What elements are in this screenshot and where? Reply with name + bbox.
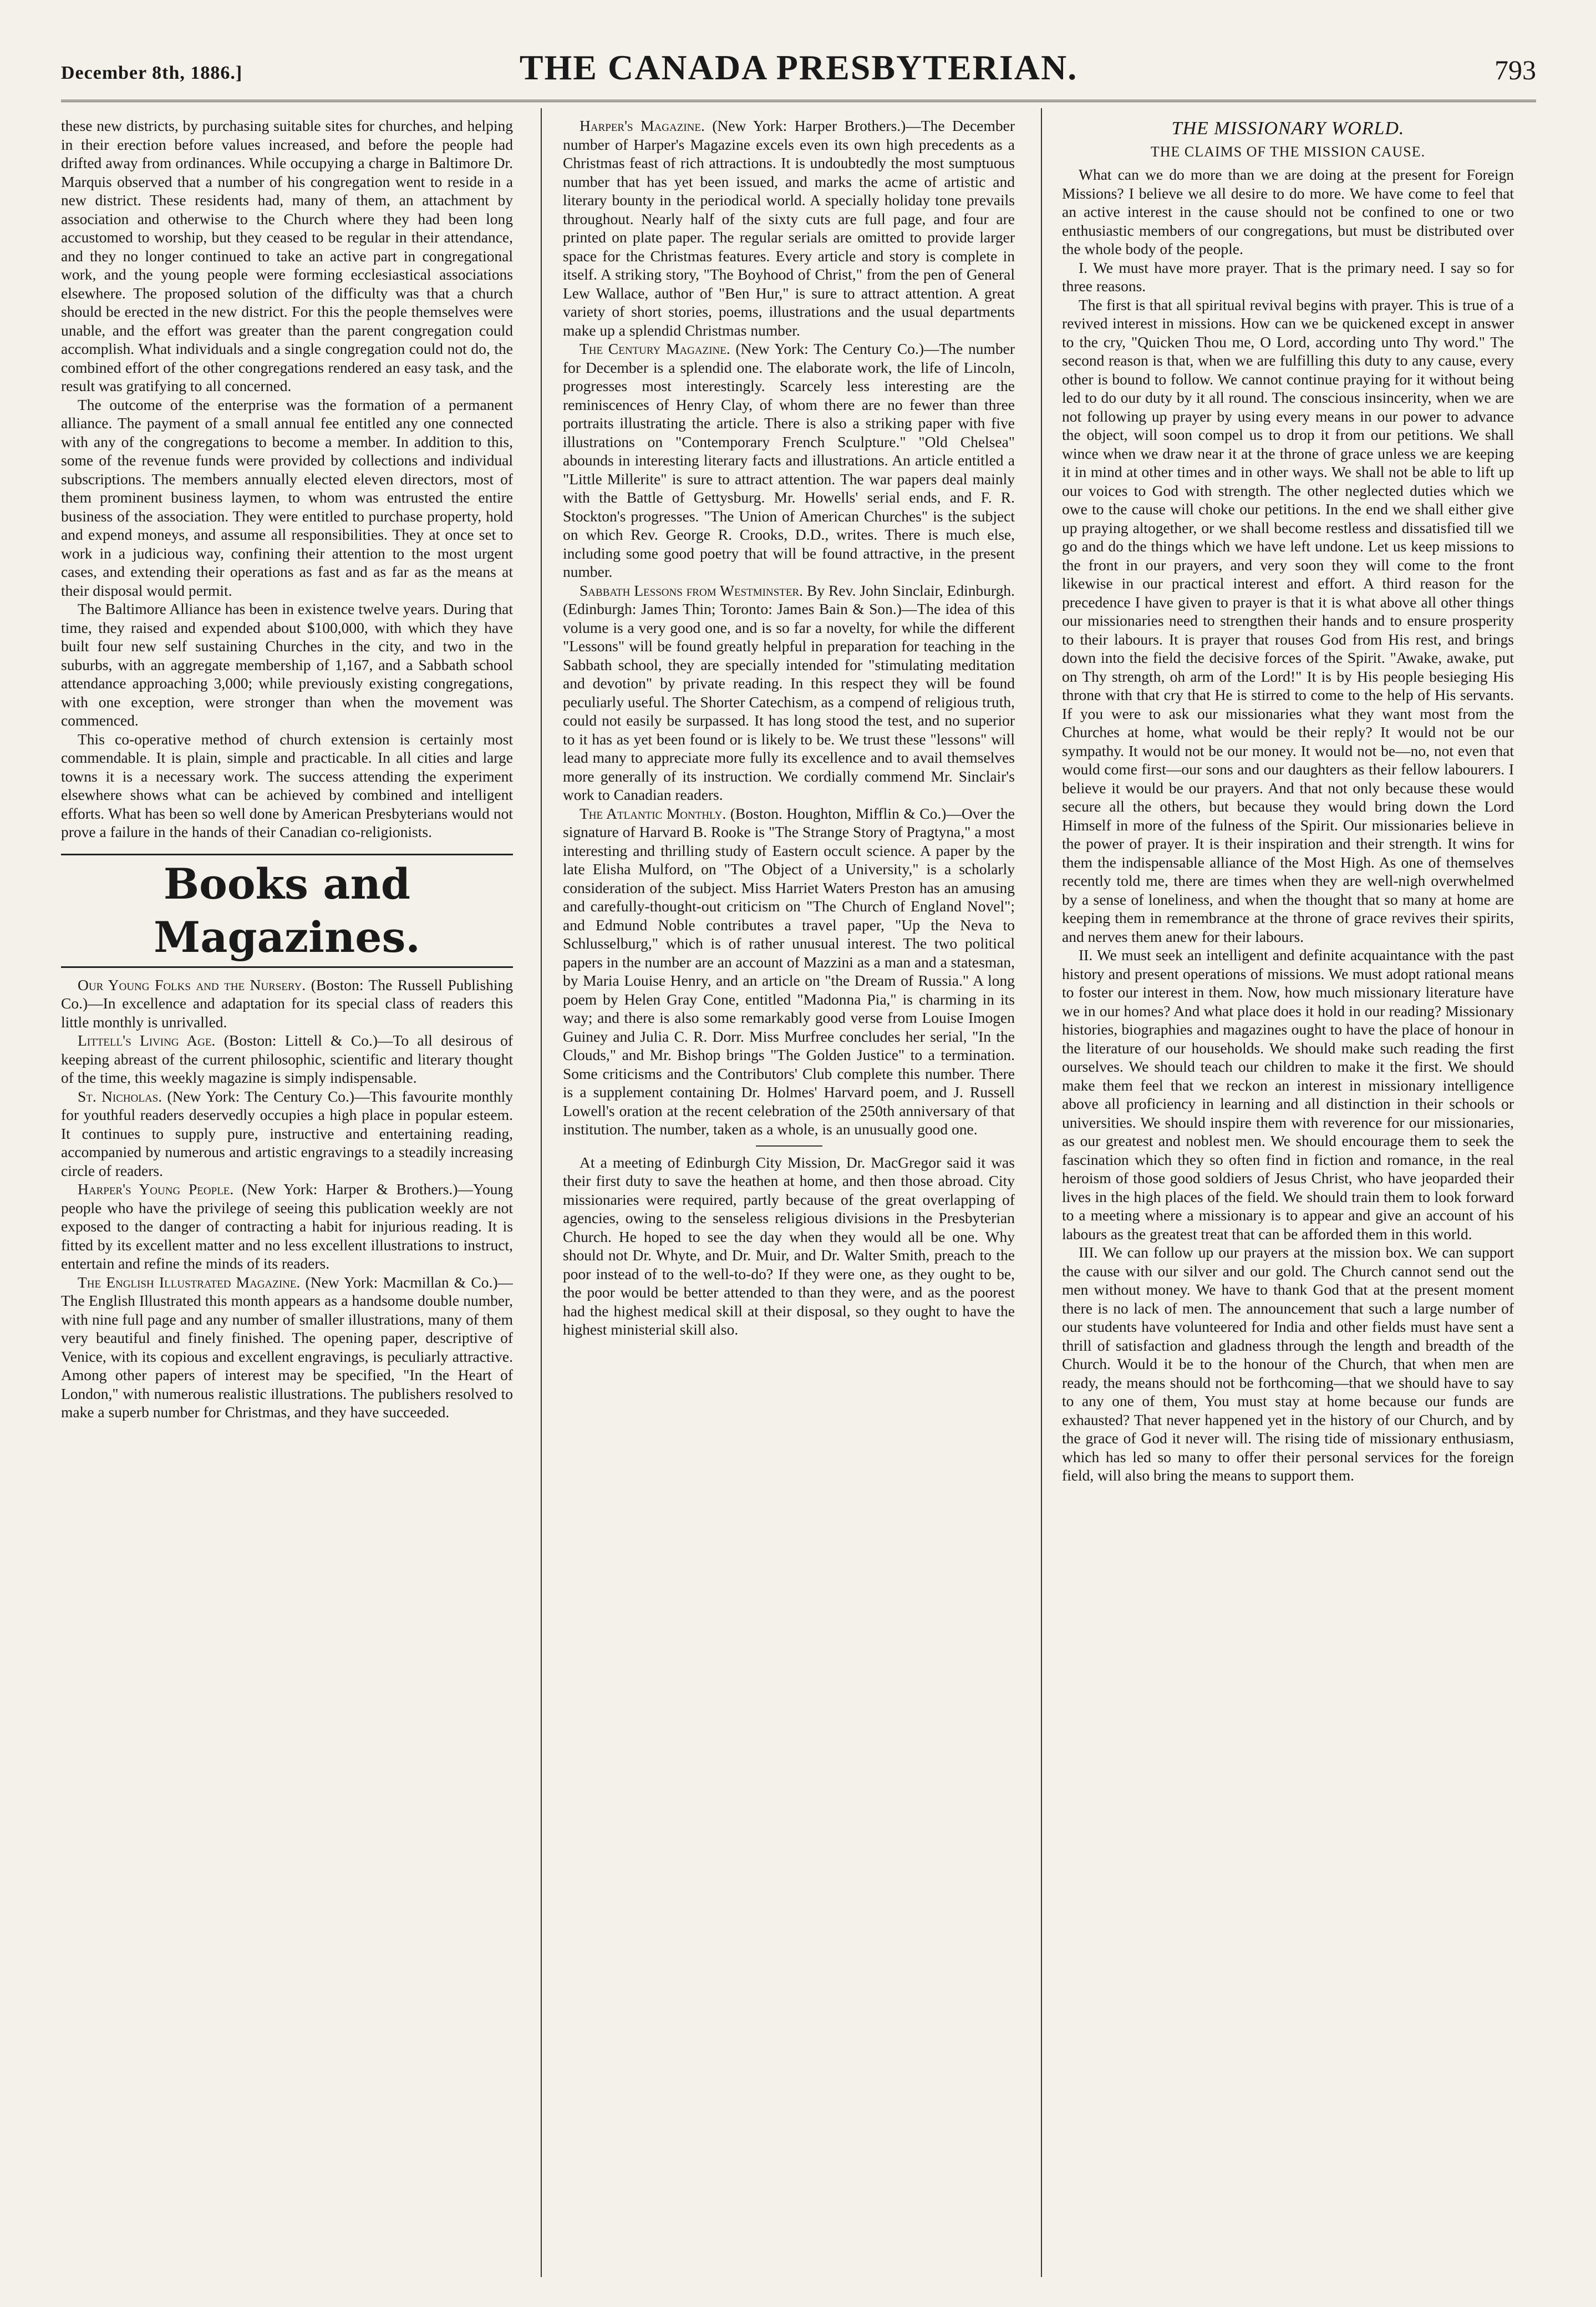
header-rule: [61, 100, 1536, 102]
column-left: [61, 116, 513, 2280]
article-paragraph: these new districts, by purchasing suitable sites for churches, and helping in their erection before values increased, and before the people had drifted away from ordinances. While occupying a charge in Baltimore Dr. Marquis observed that a number of his congregation went to reside in a new district. These residents had, many of them, an attachment by association and otherwise to the Church where they had been long accustomed to worship, but they ceased to be regular in their attendance, and they no longer continued to take an active part in congregational work, and the young people were forming ecclesiastical associations elsewhere. The proposed solution of the difficulty was that a church should be erected in the new district. For this the people themselves were unable, and the effort was greater than the parent congregation could accomplish. What individuals and a single congregation could not do, the combined effort of the other congregations rendered an easy task, and the result was gratifying to all concerned.: [61, 117, 513, 394]
review-entry: [61, 1273, 513, 1422]
article-paragraph: What can we do more than we are doing at the present for Foreign Missions? I believe we all desire to do more. We have come to feel that an active interest in the cause should not be confined to one or two enthusiastic members of our congregations, but must be distributed over the whole body of the people.: [1062, 166, 1514, 257]
masthead-title: THE CANADA PRESBYTERIAN.: [519, 48, 1078, 87]
review-entry: [563, 116, 1015, 339]
section-heading: Books and Magazines.: [61, 854, 513, 968]
column-right: [1062, 116, 1514, 2280]
article-paragraph: The Baltimore Alliance has been in existence twelve years. During that time, they raised and expended about $100,000, with which they have built four new self sustaining Churches in the city, and two in the suburbs, with an aggregate membership of 1,167, and a Sabbath school attendance approaching 3,000; while previously existing congregations, with one exception, were stronger than when the movement was commenced.: [61, 600, 513, 729]
review-body: (Boston: The Russell Publishing Co.)—In excellence and adaptation for its special class of readers this little monthly is unrivalled.: [61, 976, 513, 1031]
separator-rule: [756, 1145, 822, 1147]
article-paragraph: III. We can follow up our prayers at the mission box. We can support the cause with our silver and our gold. The Church cannot send out the men without money. We have to thank God that at the present moment there is no lack of men. The announcement that such a large number of our students have volunteered for India and other fields must have sent a thrill of satisfaction and gladness through the length and breadth of the Church. Would it be to the honour of the Church, that when men are ready, the means should not be forthcoming—that we should have to say to any one of them, You must stay at home because our funds are exhausted? That never happened yet in the history of our Church, and by the grace of God it never will. The rising tide of missionary enthusiasm, which has led so many to offer their personal services for the foreign field, will also bring the means to support them.: [1062, 1244, 1514, 1484]
news-paragraph: At a meeting of Edinburgh City Mission, Dr. MacGregor said it was their first duty to save the heathen at home, and then those abroad. City missionaries were required, partly because of the great overlapping of agencies, owing to the senseless religious divisions in the Presbyterian Church. He hoped to see the day when they would all be one. Why should not Dr. Whyte, and Dr. Muir, and Dr. Walter Smith, preach to the poor instead of to the well-to-do? If they were one, as they ought to be, the poor would be better attended to than they were, and as the poorest had the highest medical skill at their disposal, so they ought to have the highest ministerial skill also.: [563, 1153, 1015, 1338]
article-paragraph: II. We must seek an intelligent and definite acquaintance with the past history and present operations of missions. We must adopt rational means to foster our interest in them. Now, how much missionary literature have we in our homes? And what place does it hold in our reading? Missionary histories, biographies and magazines ought to have the place of honour in the literature of our households. We should make such reading the first ourselves. We should teach our children to make it the first. We should make them feel that we reckon an interest in missionary intelligence above all proficiency in learning and all distinction in their schools or universities. We should inspire them with reverence for our missionaries, as our greatest and noblest men. We should encourage them to seek the fascination which they so often find in fiction and romance, in the real heroism of those good soldiers of Jesus Christ, who have jeoparded their lives in the high places of the field. We should train them to look forward to a meeting where a missionary is to appear and give an account of his labours as the greatest treat that can be afforded them in this world.: [1062, 946, 1514, 1243]
review-entry: [563, 339, 1015, 581]
column-rule-2: [1041, 108, 1042, 2277]
article-paragraph: This co-operative method of church extension is certainly most commendable. It is plain, simple and practicable. In all cities and large towns it is a necessary work. The success attending the experiment elsewhere shows what can be achieved by combined and intelligent efforts. What has been so well done by American Presbyterians would not prove a failure in the hands of their Canadian co-religionists.: [61, 730, 513, 840]
review-body: By Rev. John Sinclair, Edinburgh. (Edinburgh: James Thin; Toronto: James Bain & Son.)—The idea of this volume is a very good one, and is so far a novelty, for while the different "Lessons" will be found greatly helpful in preparation for teaching in the Sabbath school, they are specially intended for "stimulating meditation and devotion" by private reading. In this respect they will be found peculiarly useful. The Shorter Catechism, as a compend of religious truth, could not easily be surpassed. It has long stood the test, and no superior to it has as yet been found or is likely to be. We trust these "lessons" will lead many to appreciate more fully its excellence and to avail themselves more generally of its instruction. We cordially commend Mr. Sinclair's work to Canadian readers.: [563, 581, 1015, 803]
review-title: Our Young Folks and the Nursery.: [78, 976, 306, 993]
review-body: (Boston. Houghton, Mifflin & Co.)—Over the signature of Harvard B. Rooke is "The Strange Story of Pragtyna," a most interesting and thrilling study of Eastern occult science. A paper by the late Elisha Mulford, on "The Object of a University," is a scholarly consideration of the subject. Miss Harriet Waters Preston has an amusing and carefully-thought-out criticism on "The Church of England Novel"; and Edmund Noble contributes a travel paper, "Up the Neva to Schlusselburg," which is of rather unusual interest. The two political papers in the number are an account of Mazzini as a man and a statesman, by Maria Louise Henry, and an article on "the Dream of Russia." A long poem by Helen Gray Cone, entitled "Madonna Pia," is charming in its way; and there is also some remarkably good verse from Louise Imogen Guiney and Julia C. R. Dorr. Miss Murfree concludes her serial, "In the Clouds," and Mr. Bishop brings "The Golden Justice" to a termination. Some criticisms and the Contributors' Club complete this number. There is a supplement containing Dr. Holmes' Harvard poem, and J. Russell Lowell's oration at the recent celebration of the 250th anniversary of that institution. The number, taken as a whole, is an unusually good one.: [563, 804, 1015, 1138]
review-body: (Boston: Littell & Co.)—To all desirous of keeping abreast of the current philosophic, scientific and literary thought of the time, this weekly magazine is simply indispensable.: [61, 1032, 513, 1086]
review-title: The Atlantic Monthly.: [580, 804, 726, 822]
issue-date: December 8th, 1886.]: [61, 63, 243, 83]
review-title: Harper's Young People.: [78, 1180, 234, 1198]
article-paragraph: I. We must have more prayer. That is the primary need. I say so for three reasons.: [1062, 258, 1514, 295]
review-entry: [61, 976, 513, 1032]
review-body: (New York: The Century Co.)—This favourite monthly for youthful readers deservedly occupies a high place in popular esteem. It continues to supply pure, instructive and entertaining reading, accompanied by numerous and artistic engravings to a steadily increasing circle of readers.: [61, 1087, 513, 1179]
review-title: The English Illustrated Magazine.: [78, 1273, 301, 1291]
review-entry: [61, 1031, 513, 1087]
column-rule-1: [541, 108, 542, 2277]
review-title: Sabbath Lessons from Westminster.: [580, 581, 804, 599]
review-entry: [563, 804, 1015, 1139]
page-header: [61, 47, 1536, 97]
review-entry: [563, 581, 1015, 804]
review-title: Harper's Magazine.: [580, 117, 705, 134]
column-middle: [563, 116, 1015, 2280]
article-paragraph: The first is that all spiritual revival begins with prayer. This is true of a revived interest in missions. How can we be quickened except in answer to the cry, "Quicken Thou me, O Lord, according unto Thy word." The second reason is that, when we are fulfilling this duty to any cause, every other is bound to follow. We cannot continue praying for it without being led to do our duty by it all round. The conscious insincerity, when we are not following up prayer by using every means in our power to advance the object, will soon compel us to drop it from our petitions. We shall wince when we draw near it at the throne of grace unless we are keeping it in mind at other times and in other ways. We shall not be able to lift up our voices to God with strength. The other neglected duties which we owe to the cause will choke our petitions. In the end we shall either give up praying altogether, or we shall become restless and dissatisfied till we go and do the things which we have left undone. Let us keep missions to the front in our prayers, and very soon they will come to the front likewise in our practical interest and effort. A third reason for the precedence I have given to prayer is that it is what above all other things our missionaries need to strengthen their hands and to ensure prosperity to their labours. It is prayer that rouses God from His rest, and brings down into the field the decisive forces of the Spirit. "Awake, awake, put on Thy strength, oh arm of the Lord!" It is by His people besieging His throne with that cry that He is stirred to come to the help of His servants. If you were to ask our missionaries what they want most from the Churches at home, what would be their reply? It would not be our sympathy. It would not be our money. It would not be—no, not even that would come first—our sons and our daughters as their fellow labourers. I believe it would be our prayers. And that not only because these would secure all the others, but because they would bring down the Lord Himself in more of the fulness of the Spirit. Our missionaries believe in the power of prayer. It is their inspiration and their strength. It wins for them the indispensable alliance of the Most High. As one of themselves recently told me, there are times when they are well-nigh overwhelmed by a sense of loneliness, and when the thought that so many at home are keeping them in remembrance at the throne of grace revives their spirits, and nerves them anew for their labours.: [1062, 296, 1514, 945]
column-title: THE MISSIONARY WORLD.: [1171, 118, 1405, 139]
page-number: 793: [1495, 54, 1536, 85]
column-subtitle: THE CLAIMS OF THE MISSION CAUSE.: [1150, 144, 1426, 160]
review-body: (New York: The Century Co.)—The number for December is a splendid one. The elaborate work, the life of Lincoln, progresses most interestingly. Scarcely less interesting are the reminiscences of Henry Clay, of whom there are no fewer than three portraits illustrating the article. There is also a striking paper with five illustrations on "Contemporary French Sculpture." "Old Chelsea" abounds in interesting literary facts and illustrations. An article entitled a "Little Millerite" is sure to attract attention. The war papers deal mainly with the Battle of Gettysburg. Mr. Howells' serial ends, and F. R. Stockton's progresses. "The Union of American Churches" is the subject on which Rev. George R. Crooks, D.D., writes. There is much else, including some good poetry that will be found attractive, in the present number.: [563, 340, 1015, 580]
review-body: (New York: Harper Brothers.)—The December number of Harper's Magazine excels even its own high precedents as a Christmas feast of rich attractions. It is undoubtedly the most sumptuous number that has yet been issued, and marks the acme of artistic and literary bounty in the periodical world. A specially holiday tone prevails throughout. Nearly half of the sixty cuts are full page, and four are printed on plate paper. The regular serials are omitted to provide larger space for the Christmas features. Every article and story is complete in itself. A striking story, "The Boyhood of Christ," from the pen of General Lew Wallace, author of "Ben Hur," is sure to attract attention. A great variety of short stories, poems, illustrations and the usual departments make up a splendid Christmas number.: [563, 117, 1015, 339]
review-title: The Century Magazine.: [580, 340, 730, 357]
review-title: St. Nicholas.: [78, 1087, 162, 1105]
article-paragraph: The outcome of the enterprise was the formation of a permanent alliance. The payment of a small annual fee entitled any one connected with any of the congregations to become a member. In addition to this, some of the revenue funds were provided by collections and individual subscriptions. The members annually elected eleven directors, most of them prominent business laymen, to whom was entrusted the entire business of the association. They were entitled to purchase property, hold and expend moneys, and assume all responsibilities. They at once set to work in a judicious way, confining their attention to the most urgent cases, and extending their operations as fast and as far as the means at their disposal would permit.: [61, 396, 513, 599]
review-body: (New York: Harper & Brothers.)—Young people who have the privilege of seeing this publication weekly are not exposed to the danger of contracting a habit for injurious reading. It is fitted by its excellent matter and no less excellent illustrations to instruct, entertain and refine the minds of its readers.: [61, 1180, 513, 1272]
review-title: Littell's Living Age.: [78, 1032, 216, 1049]
review-entry: [61, 1087, 513, 1180]
review-body: (New York: Macmillan & Co.)—The English Illustrated this month appears as a handsome double number, with nine full page and any number of smaller illustrations, many of them very beautiful and finely finished. The opening paper, descriptive of Venice, with its copious and excellent engravings, is peculiarly attractive. Among other papers of interest may be specified, "In the Heart of London," with numerous realistic illustrations. The publishers resolved to make a superb number for Christmas, and they have succeeded.: [61, 1273, 513, 1421]
review-entry: [61, 1180, 513, 1273]
